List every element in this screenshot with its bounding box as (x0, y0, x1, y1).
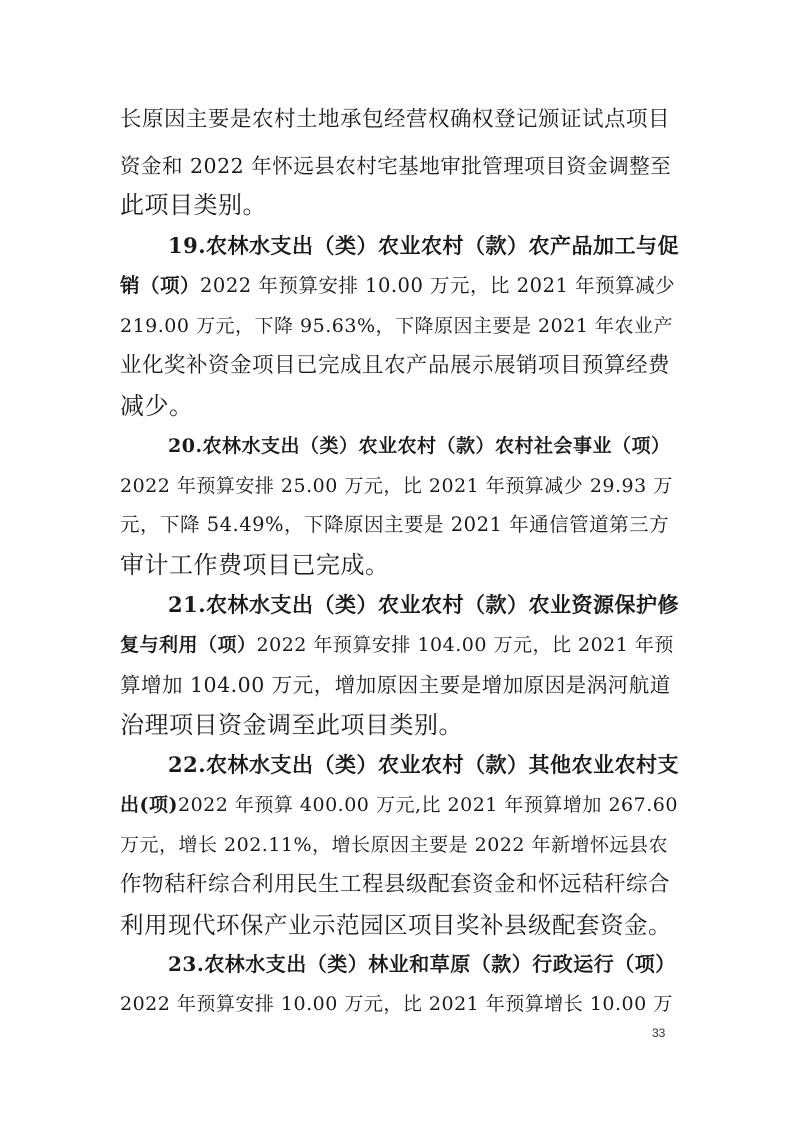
section-heading-23: 23.农林水支出（类）林业和草原（款）行政运行（项） (168, 952, 676, 976)
text-line: 2022 年预算安排 25.00 万元，比 2021 年预算减少 29.93 万 (120, 475, 673, 497)
text-line: 元，下降 54.49%，下降原因主要是 2021 年通信管道第三方 (120, 513, 670, 536)
text-line: 业化奖补资金项目已完成且农产品展示展销项目预算经费 (120, 353, 671, 378)
text-line: 利用现代环保产业示范园区项目奖补县级配套资金。 (120, 911, 672, 939)
section-heading-22-cont: 出(项) (120, 794, 178, 816)
section-heading-19-cont: 销（项） (120, 274, 201, 297)
text-line: 219.00 万元，下降 95.63%，下降原因主要是 2021 年农业产 (120, 315, 673, 337)
text-line: 出(项)2022 年预算 400.00 万元,比 2021 年预算增加 267.60 (120, 794, 678, 816)
text-line: 资金和 2022 年怀远县农村宅基地审批管理项目资金调整至 (120, 154, 672, 178)
text-line: 此项目类别。 (120, 191, 267, 219)
section-heading-21-cont: 复与利用（项） (120, 634, 257, 656)
section-heading-20: 20.农林水支出（类）农业农村（款）农村社会事业（项） (168, 435, 671, 457)
text-line: 2022 年预算安排 10.00 万元，比 2021 年预算增长 10.00 万 (120, 993, 673, 1015)
text-line: 万元，增长 202.11%，增长原因主要是 2022 年新增怀远县农 (120, 834, 669, 856)
text-line: 减少。 (120, 392, 194, 420)
text-line: 复与利用（项）2022 年预算安排 104.00 万元，比 2021 年预 (120, 634, 674, 656)
text-line: 长原因主要是农村土地承包经营权确权登记颁证试点项目 (120, 107, 671, 132)
section-heading-22: 22.农林水支出（类）农业农村（款）其他农业农村支 (168, 752, 680, 777)
page-number: 33 (652, 1026, 666, 1040)
section-heading-21: 21.农林水支出（类）农业农村（款）农业资源保护修 (168, 592, 680, 617)
text-line: 销（项）2022 年预算安排 10.00 万元，比 2021 年预算减少 (120, 274, 676, 297)
text-line: 治理项目资金调至此项目类别。 (120, 711, 463, 739)
text-line: 审计工作费项目已完成。 (120, 551, 390, 579)
section-heading-19: 19.农林水支出（类）农业农村（款）农产品加工与促 (168, 233, 680, 258)
text-line: 算增加 104.00 万元，增加原因主要是增加原因是涡河航道 (120, 673, 671, 697)
text-line: 作物秸秆综合利用民生工程县级配套资金和怀远秸秆综合 (120, 872, 671, 897)
